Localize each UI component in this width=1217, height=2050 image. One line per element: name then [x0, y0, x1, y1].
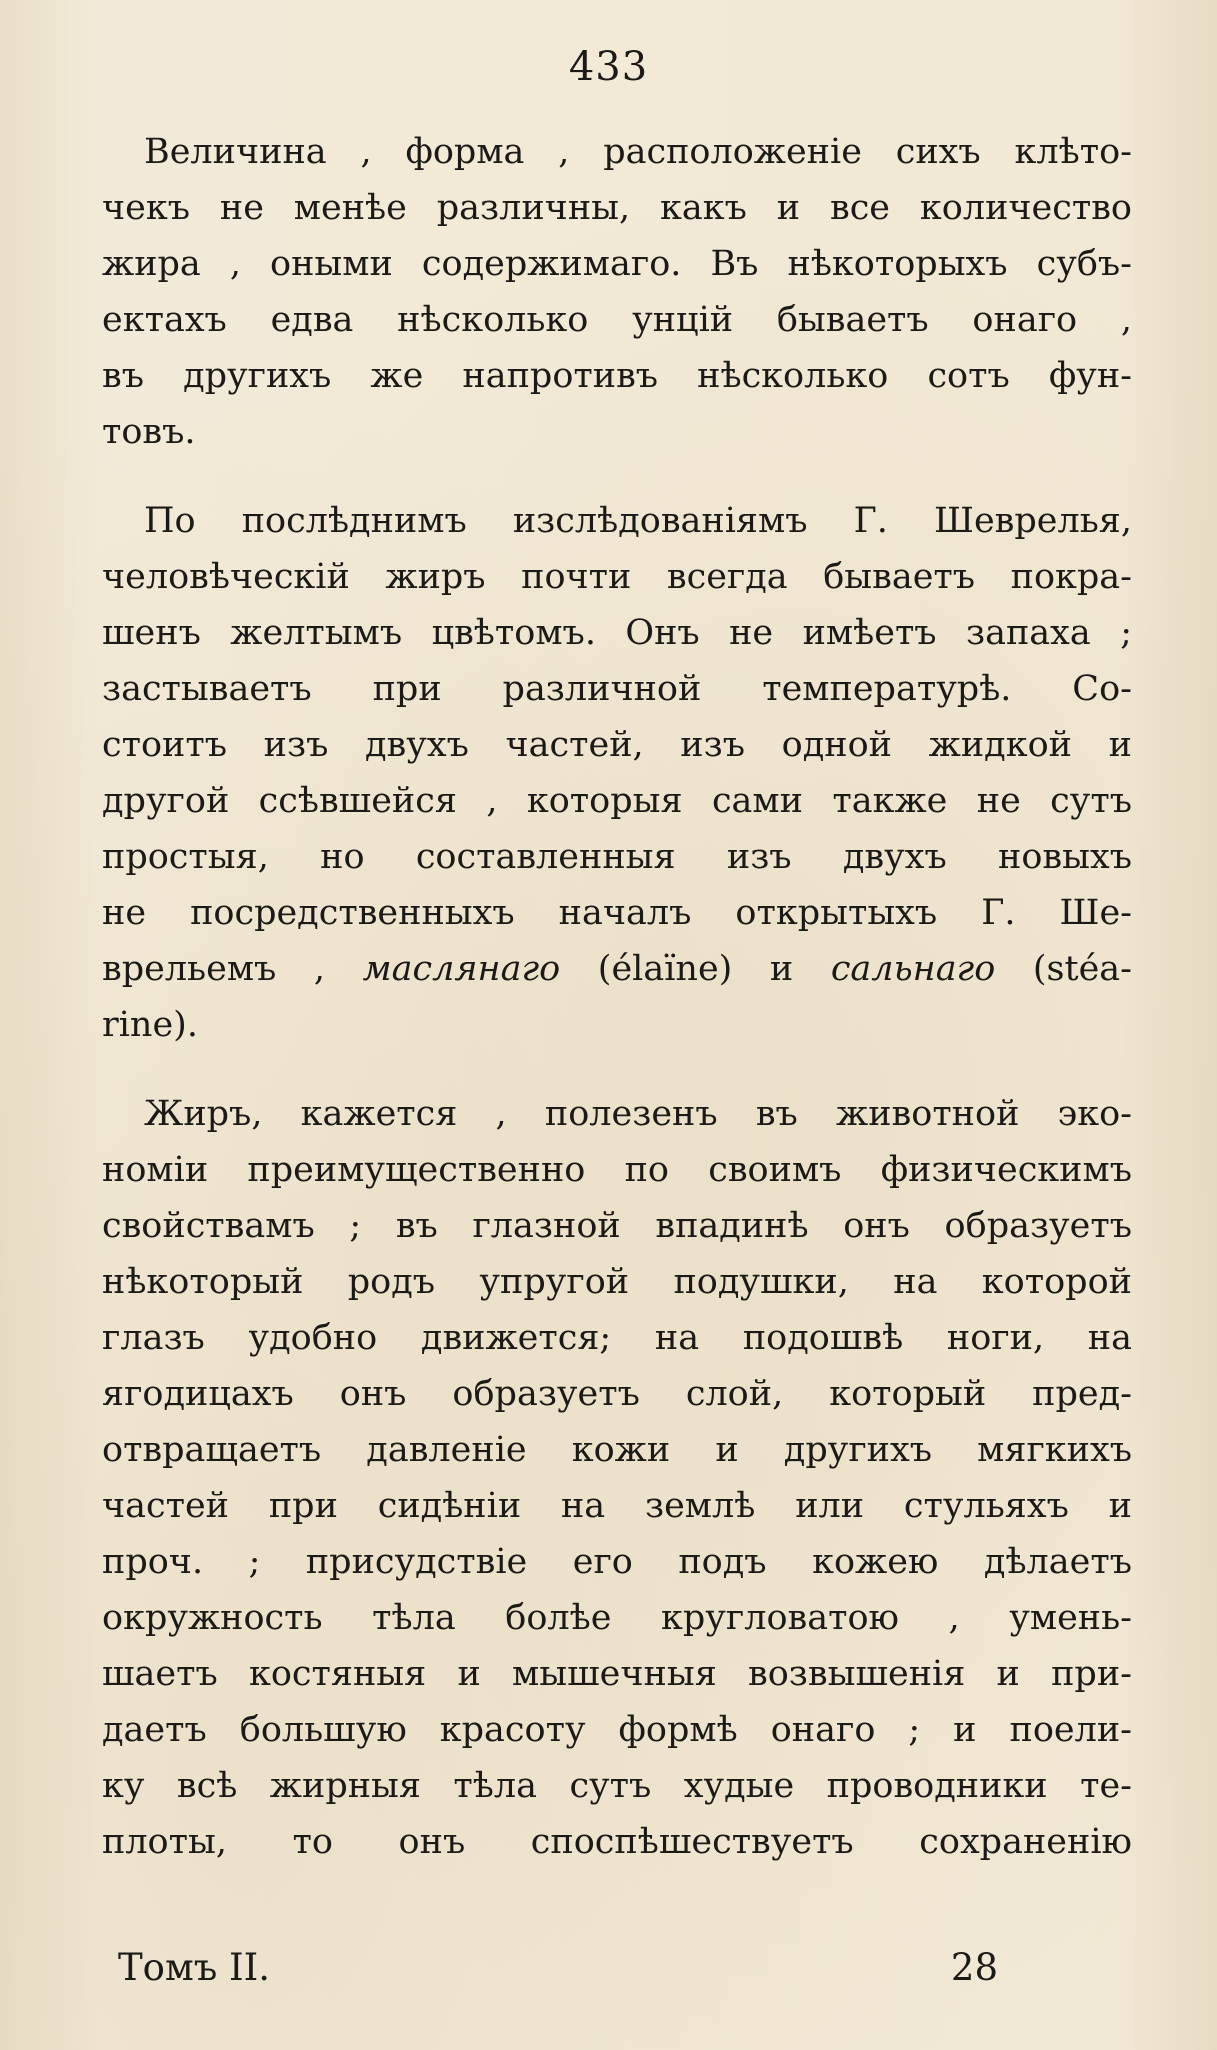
text-line: въ другихъ же напротивъ нѣсколько сотъ фун- — [102, 356, 1132, 396]
page-footer — [118, 1946, 998, 1996]
text-line: частей при сидѣніи на землѣ или стульяхъ и — [102, 1486, 1132, 1526]
volume-label: Томъ II. — [118, 1946, 271, 1989]
text-line: Величина , форма , расположеніе сихъ клѣто- — [144, 132, 1132, 172]
text-line: плоты, то онъ споспѣшествуетъ сохраненію — [102, 1822, 1132, 1862]
text-segment: (élaïne) и — [560, 949, 831, 989]
text-line: глазъ удобно движется; на подошвѣ ноги, на — [102, 1318, 1132, 1358]
paragraph — [102, 493, 1132, 1053]
text-line: шаетъ костяныя и мышечныя возвышенія и при- — [102, 1654, 1132, 1694]
text-line: По послѣднимъ изслѣдованіямъ Г. Шеврелья, — [144, 501, 1132, 541]
paragraph — [102, 124, 1132, 460]
text-line: окружность тѣла болѣе кругловатою , умень- — [102, 1598, 1132, 1638]
italic-term: сальнаго — [830, 949, 996, 989]
text-line: человѣческій жиръ почти всегда бываетъ покра- — [102, 557, 1132, 597]
text-line: Жиръ, кажется , полезенъ въ животной эко- — [144, 1094, 1132, 1134]
text-line: ектахъ едва нѣсколько унцій бываетъ онаго , — [102, 300, 1132, 340]
text-segment: врельемъ , — [102, 949, 363, 989]
text-line: даетъ большую красоту формѣ онаго ; и поели- — [102, 1710, 1132, 1750]
italic-term: маслянаго — [362, 949, 561, 989]
text-line: ку всѣ жирныя тѣла сутъ худые проводники те- — [102, 1766, 1132, 1806]
text-segment: (stéa- — [995, 949, 1132, 989]
text-line: номіи преимущественно по своимъ физическимъ — [102, 1150, 1132, 1190]
text-line: застываетъ при различной температурѣ. Со- — [102, 669, 1132, 709]
text-line: простыя, но составленныя изъ двухъ новыхъ — [102, 837, 1132, 877]
text-line: отвращаетъ давленіе кожи и другихъ мягкихъ — [102, 1430, 1132, 1470]
text-line: свойствамъ ; въ глазной впадинѣ онъ образуетъ — [102, 1206, 1132, 1246]
text-line: другой ссѣвшейся , которыя сами также не сутъ — [102, 781, 1132, 821]
signature-mark: 28 — [950, 1946, 998, 1989]
text-line: нѣкоторый родъ упругой подушки, на которой — [102, 1262, 1132, 1302]
page-number: 433 — [568, 44, 649, 90]
text-line: rine). — [102, 1005, 198, 1045]
text-line: чекъ не менѣе различны, какъ и все количество — [102, 188, 1132, 228]
paragraph — [102, 1086, 1132, 1870]
text-line: стоитъ изъ двухъ частей, изъ одной жидкой и — [102, 725, 1132, 765]
text-line: товъ. — [102, 412, 196, 452]
text-line: жира , оными содержимаго. Въ нѣкоторыхъ субъ- — [102, 244, 1132, 284]
text-line: проч. ; присудствіе его подъ кожею дѣлаетъ — [102, 1542, 1132, 1582]
text-line — [102, 941, 1132, 997]
body-text — [102, 124, 1132, 1903]
text-line: шенъ желтымъ цвѣтомъ. Онъ не имѣетъ запаха ; — [102, 613, 1132, 653]
text-line: ягодицахъ онъ образуетъ слой, который пред- — [102, 1374, 1132, 1414]
text-line: не посредственныхъ началъ открытыхъ Г. Ше- — [102, 893, 1132, 933]
